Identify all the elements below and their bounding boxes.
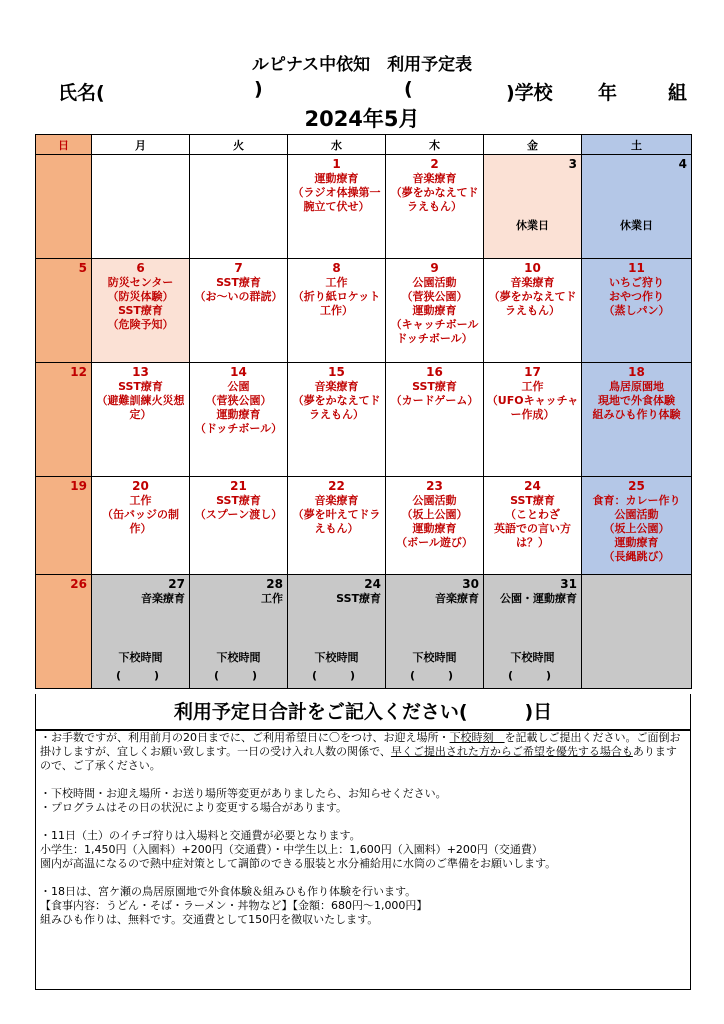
- day-event: 工作: [261, 592, 283, 605]
- note-program: ・プログラムはその日の状況により変更する場合があります。: [40, 801, 348, 814]
- week-row-3: [36, 363, 692, 477]
- day-cell-2: [386, 155, 484, 259]
- day-event: SST療育 （お～いの群読）: [194, 276, 283, 303]
- page-title: ルピナス中依知 利用予定表: [251, 55, 473, 75]
- dismiss-time-label: 下校時間: [216, 651, 261, 664]
- day-event: 音楽療育 （夢をかなえてドラえもん）: [292, 380, 381, 421]
- note-underline: 早くご提出された方からご希望を優先する場合も: [390, 745, 633, 758]
- day-event: 食育：カレー作り 公園活動 （坂上公園） 運動療育 （長縄跳び）: [592, 494, 681, 563]
- note-changes: ・下校時間・お迎え場所・お送り場所等変更がありましたら、お知らせください。: [40, 787, 447, 800]
- day-cell-9: [386, 259, 484, 363]
- dismiss-time-label: 下校時間: [412, 651, 457, 664]
- day-number: 18: [628, 365, 645, 379]
- day-number: 24: [524, 479, 541, 493]
- day-number: 9: [430, 261, 439, 275]
- day-cell-24: [484, 477, 582, 575]
- day-number: 12: [70, 365, 87, 379]
- dismiss-time-label: 下校時間: [510, 651, 555, 664]
- weekday-fri: 金: [484, 135, 582, 155]
- day-number: 14: [230, 365, 247, 379]
- notes-box: [35, 730, 691, 990]
- day-event: SST療育 （カードゲーム）: [390, 380, 479, 407]
- day-cell-18: [582, 363, 692, 477]
- day-event: 運動療育 （ラジオ体操第一 腕立て伏せ）: [292, 172, 381, 213]
- day-event: SST療育 （避難訓練火災想定）: [96, 380, 185, 421]
- day-number: 17: [524, 365, 541, 379]
- day-event: 音楽療育 （夢をかなえてドラえもん）: [390, 172, 479, 213]
- day-number: 30: [462, 577, 479, 591]
- day-number: 11: [628, 261, 645, 275]
- calendar-table: [35, 134, 692, 689]
- day-cell-27: [92, 575, 190, 689]
- day-cell-10: [484, 259, 582, 363]
- day-cell-31: [484, 575, 582, 689]
- name-label: 氏名(: [58, 82, 105, 104]
- day-cell-8: [288, 259, 386, 363]
- day-cell-28: [190, 575, 288, 689]
- weekday-header-row: [36, 135, 692, 155]
- day-cell-19: [36, 477, 92, 575]
- day-cell-23: [386, 477, 484, 575]
- day-cell-20: [92, 477, 190, 575]
- dismiss-time-field[interactable]: ( ): [116, 669, 160, 682]
- day-cell-11: [582, 259, 692, 363]
- day-cell-4: [582, 155, 692, 259]
- day-event: SST療育 （スプーン渡し）: [194, 494, 283, 521]
- week-row-1: [36, 155, 692, 259]
- day-cell-1: [288, 155, 386, 259]
- day-number: 8: [332, 261, 341, 275]
- dismiss-time-label: 下校時間: [314, 651, 359, 664]
- day-number: 15: [328, 365, 345, 379]
- day-number: 2: [430, 157, 439, 171]
- day-number: 13: [132, 365, 149, 379]
- day-number: 4: [678, 157, 687, 171]
- day-number: 22: [328, 479, 345, 493]
- weekday-sat: 土: [582, 135, 692, 155]
- weekday-thu: 木: [386, 135, 484, 155]
- day-event: SST療育: [336, 592, 381, 605]
- dismiss-time-field[interactable]: ( ): [214, 669, 258, 682]
- note-strawberry: ・11日（土）のイチゴ狩りは入場料と交通費が必要となります。 小学生：1,450円（入園料）+200円（交通費）・中学生以上：1,600円（入園料）+200円（交通費） 園内が高温になるので熱中症対策として調節のできる服装と水分補給用に水筒のご準備をお願いします。: [40, 829, 557, 870]
- note-toriibara: ・18日は、宮ケ瀬の鳥居原園地で外食体験＆組みひも作り体験を行います。 【食事内容：うどん・そば・ラーメン・丼物など】【金額：680円～1,000円】 組みひも作りは、無料です。交通費として150円を徴収いたします。: [40, 885, 428, 926]
- note-text: を記載しご提出ください。ご面倒お掛けしますが、宜しくお願い致します。一日の受け入れ人数の関係で、: [40, 731, 681, 758]
- day-number: 27: [168, 577, 185, 591]
- day-cell-empty: [190, 155, 288, 259]
- day-event: 防災センター （防災体験） SST療育 （危険予知）: [107, 276, 174, 331]
- day-number: 23: [426, 479, 443, 493]
- day-number: 1: [332, 157, 341, 171]
- day-cell-15: [288, 363, 386, 477]
- day-cell-25: [582, 477, 692, 575]
- day-event: 公園・運動療育: [500, 592, 577, 605]
- note-text: ありますので、ご了承ください。: [40, 745, 677, 772]
- day-event: 音楽療育 （夢を叶えてドラえもん）: [292, 494, 381, 535]
- day-number: 3: [568, 157, 577, 171]
- day-number: 19: [70, 479, 87, 493]
- class-label: 組: [668, 82, 688, 104]
- note-submission: [40, 731, 686, 773]
- dismiss-time-field[interactable]: ( ): [410, 669, 454, 682]
- week-row-5: [36, 575, 692, 689]
- day-number: 21: [230, 479, 247, 493]
- day-number: 10: [524, 261, 541, 275]
- day-cell-12: [36, 363, 92, 477]
- day-cell-22: [288, 477, 386, 575]
- day-cell-3: [484, 155, 582, 259]
- day-cell-17: [484, 363, 582, 477]
- week-row-4: [36, 477, 692, 575]
- day-event: 音楽療育: [141, 592, 185, 605]
- day-cell-7: [190, 259, 288, 363]
- day-number: 6: [136, 261, 145, 275]
- day-event: 工作 （折り紙ロケット工作）: [292, 276, 381, 317]
- day-event: いちご狩り おやつ作り （蒸しパン）: [603, 276, 670, 317]
- day-event: 音楽療育: [435, 592, 479, 605]
- weekday-tue: 火: [190, 135, 288, 155]
- year-label: 年: [598, 82, 618, 104]
- dismiss-time-field[interactable]: ( ): [312, 669, 356, 682]
- day-cell-13: [92, 363, 190, 477]
- dismiss-time-label: 下校時間: [118, 651, 163, 664]
- day-event: 公園活動 （坂上公園） 運動療育 （ボール遊び）: [396, 494, 473, 549]
- day-cell-30: [386, 575, 484, 689]
- day-number: 20: [132, 479, 149, 493]
- day-cell-14: [190, 363, 288, 477]
- day-event: SST療育 （ことわざ 英語での言い方は？）: [494, 494, 571, 549]
- day-event: 公園活動 （菅狭公園） 運動療育 （キャッチボール ドッチボール）: [390, 276, 479, 345]
- day-number: 31: [560, 577, 577, 591]
- note-underline: 下校時刻: [449, 731, 505, 744]
- day-event: 公園 （菅狭公園） 運動療育 （ドッチボール）: [194, 380, 283, 435]
- day-number: 5: [78, 261, 87, 275]
- day-event: 工作 （缶バッジの制作）: [102, 494, 179, 535]
- day-cell-21: [190, 477, 288, 575]
- closed-label: 休業日: [620, 219, 653, 232]
- day-cell-16: [386, 363, 484, 477]
- school-open: (: [404, 78, 413, 100]
- closed-label: 休業日: [516, 219, 549, 232]
- dismiss-time-field[interactable]: ( ): [508, 669, 552, 682]
- name-close: ): [254, 78, 263, 100]
- total-days-prompt[interactable]: 利用予定日合計をご記入ください( )日: [35, 694, 691, 730]
- note-text: ・お手数ですが、利用前月の20日までに、ご利用希望日に〇をつけ、お迎え場所・: [40, 731, 450, 744]
- day-number: 7: [234, 261, 243, 275]
- day-cell-5: [36, 259, 92, 363]
- day-number: 26: [70, 577, 87, 591]
- weekday-wed: 水: [288, 135, 386, 155]
- week-row-2: [36, 259, 692, 363]
- day-event: 工作 （UFOキャッチャー作成）: [486, 380, 579, 421]
- day-number: 28: [266, 577, 283, 591]
- day-number: 25: [628, 479, 645, 493]
- day-event: 音楽療育 （夢をかなえてドラえもん）: [488, 276, 577, 317]
- day-cell-26: [36, 575, 92, 689]
- day-number: 24: [364, 577, 381, 591]
- day-event: 鳥居原園地 現地で外食体験 組みひも作り体験: [592, 380, 681, 421]
- month-title: 2024年5月: [304, 107, 420, 131]
- day-cell-empty: [582, 575, 692, 689]
- school-label: )学校: [506, 82, 553, 104]
- day-cell-empty: [92, 155, 190, 259]
- name-row: [58, 78, 698, 104]
- day-number: 16: [426, 365, 443, 379]
- day-cell-empty: [36, 155, 92, 259]
- day-cell-29: [288, 575, 386, 689]
- day-cell-6: [92, 259, 190, 363]
- weekday-sun: 日: [36, 135, 92, 155]
- weekday-mon: 月: [92, 135, 190, 155]
